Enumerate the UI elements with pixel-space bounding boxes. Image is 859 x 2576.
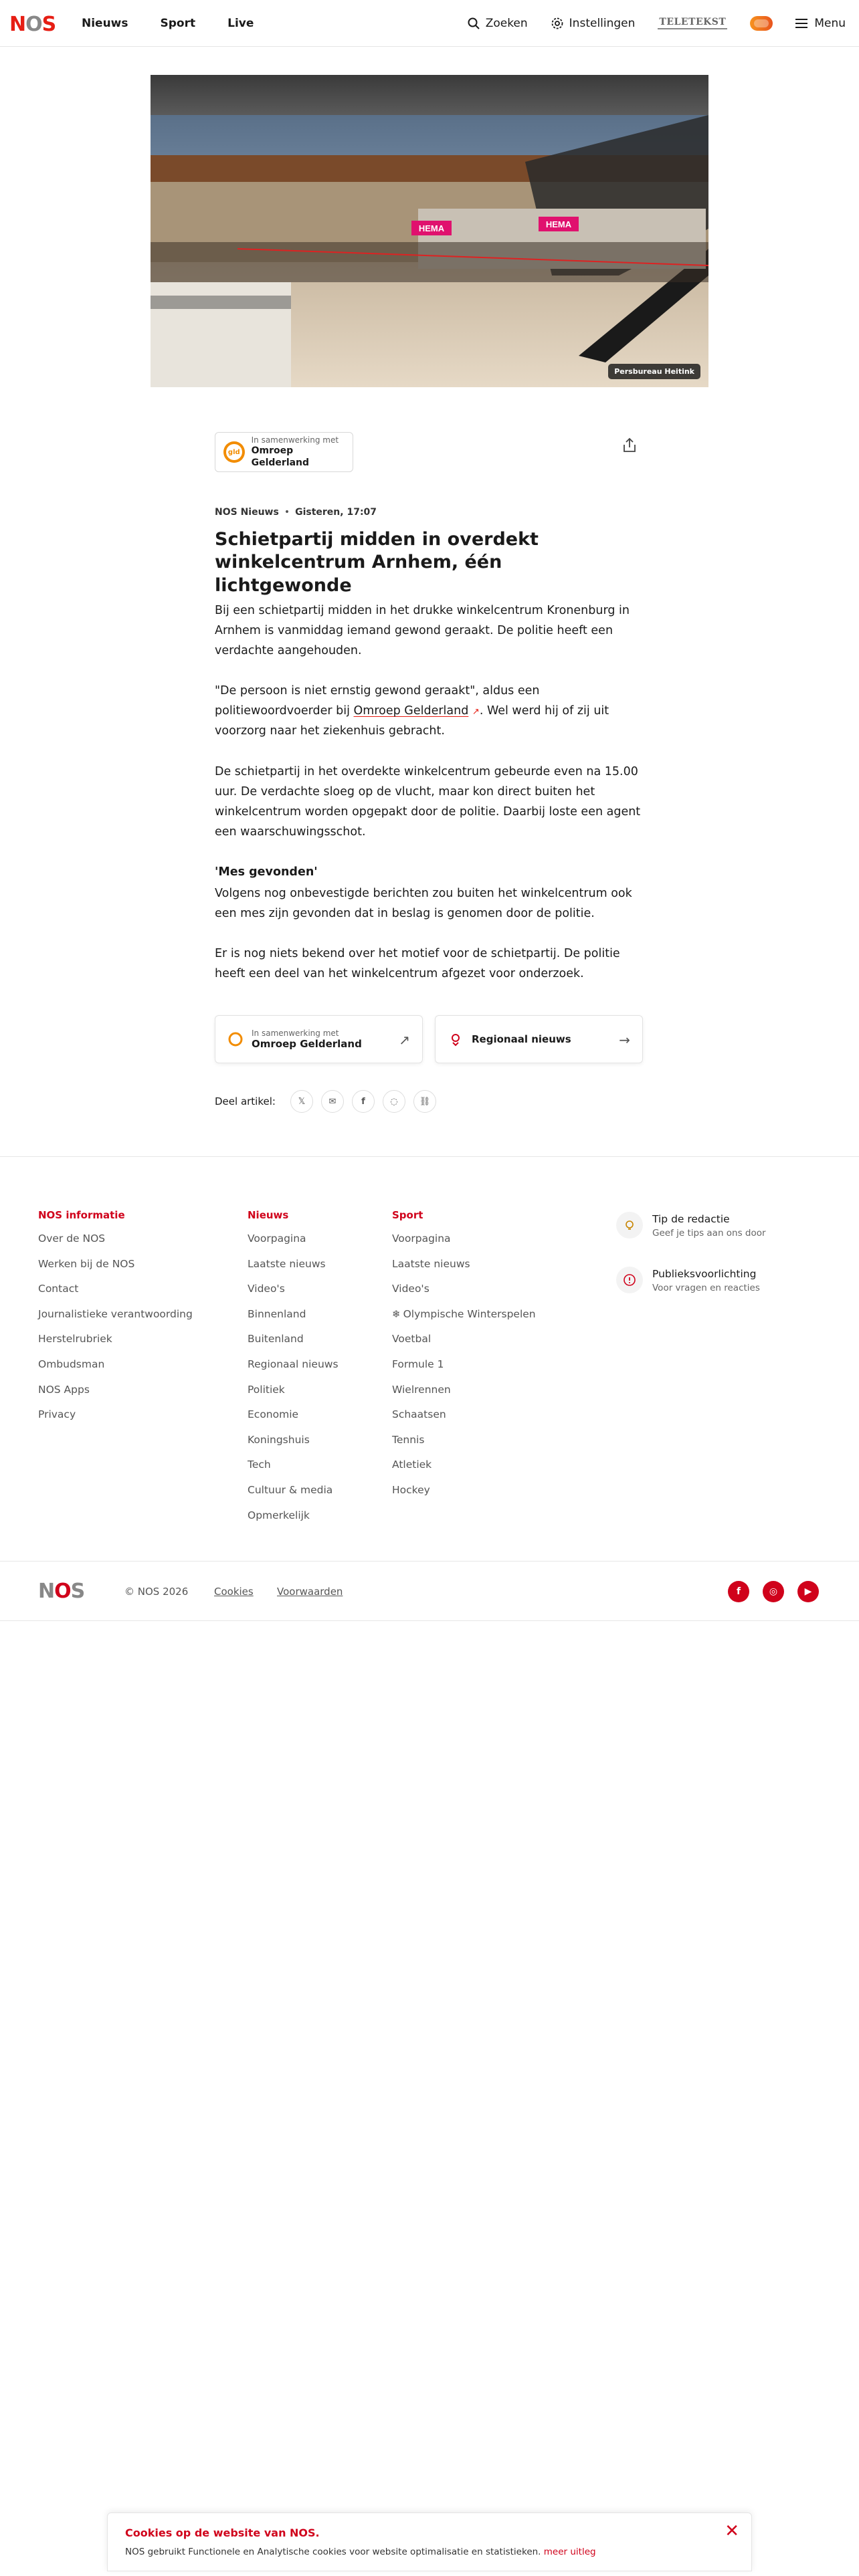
related-cards [215,1015,643,1063]
footer-link[interactable]: Voorpagina [392,1232,451,1245]
search-icon [467,17,480,30]
settings-label: Instellingen [569,17,636,30]
footer-col-sport [392,1209,536,1509]
footer-link[interactable]: Journalistieke verantwoording [38,1307,193,1320]
card-regionaal-nieuws[interactable] [435,1015,643,1063]
instagram-icon[interactable]: ◎ [763,1581,784,1602]
footer-link[interactable]: NOS Apps [38,1383,90,1396]
location-pin-icon [448,1031,464,1047]
tip-subtitle: Voor vragen en reacties [652,1283,760,1293]
snowflake-icon: ❄ [392,1307,401,1320]
footer-link[interactable]: Politiek [248,1383,285,1396]
card-omroep-gelderland[interactable] [215,1015,423,1063]
footer-link[interactable]: Tech [248,1459,271,1471]
card-small-label: In samenwerking met [252,1028,339,1038]
external-link-icon: ↗ [472,707,480,718]
email-share-icon[interactable]: ✉ [321,1090,344,1113]
cookies-link[interactable]: Cookies [214,1586,254,1598]
card-title-gelderland: Omroep Gelderland [252,1038,362,1051]
footer-link[interactable]: Buitenland [248,1333,304,1346]
paragraph-2-text-b: . Wel werd hij of zij uit voorzorg naar het ziekenhuis gebracht. [215,704,609,738]
search-button[interactable] [467,17,528,30]
footer-link[interactable]: Opmerkelijk [248,1509,310,1521]
footer-link[interactable]: Laatste nieuws [248,1257,326,1270]
paragraph-5: Er is nog niets bekend over het motief voor de schietpartij. De politie heeft een deel van het winkelcentrum afgezet voor onderzoek. [215,947,620,981]
hema-sign-2: HEMA [545,219,572,229]
nav-nieuws[interactable]: Nieuws [82,17,128,30]
link-share-icon[interactable]: ⛓ [413,1090,436,1113]
article-meta: NOS Nieuws • Gisteren, 17:07 [215,507,377,518]
footer-link-label: Olympische Winterspelen [403,1307,536,1320]
omroep-gelderland-logo: gld [223,441,245,463]
subheading: 'Mes gevonden' [215,865,318,879]
publieksvoorlichting[interactable] [616,1267,760,1293]
paragraph-4: Volgens nog onbevestigde berichten zou buiten het winkelcentrum ook een mes zijn gevonden dat in beslag is genomen door de politie. [215,887,632,921]
footer-link[interactable]: Werken bij de NOS [38,1257,135,1270]
partner-small-label: In samenwerking met [251,435,339,445]
footer-link[interactable]: Laatste nieuws [392,1257,470,1270]
footer-col-nieuws [248,1209,339,1534]
copyright: © NOS 2026 [124,1586,189,1598]
footer-link-olympics[interactable] [392,1308,536,1321]
hero-image [151,75,708,387]
youtube-icon[interactable]: ▶ [797,1581,819,1602]
footer-link[interactable]: Voetbal [392,1333,432,1346]
footer-link[interactable]: Binnenland [248,1307,306,1320]
paragraph-1: Bij een schietpartij midden in het drukke winkelcentrum Kronenburg in Arnhem is vanmiddag iemand gewond geraakt. De politie heeft een verdachte aangehouden. [215,604,630,658]
article-title: Schietpartij midden in overdekt winkelcentrum Arnhem, één lichtgewonde [215,529,539,596]
footer-link[interactable]: Over de NOS [38,1232,106,1245]
partner-badge[interactable] [215,432,353,472]
cookie-title: Cookies op de website van NOS. [125,2527,320,2539]
footer-link[interactable]: Formule 1 [392,1358,444,1370]
footer-link[interactable]: Privacy [38,1408,76,1421]
footer-link[interactable]: Regionaal nieuws [248,1358,339,1370]
cookie-text: NOS gebruikt Functionele en Analytische cookies voor website optimalisatie en statistieken. [125,2547,541,2557]
omroep-gelderland-link[interactable]: Omroep Gelderland [353,704,469,718]
footer-col-title: NOS informatie [38,1209,125,1221]
footer-link[interactable]: Wielrennen [392,1383,451,1396]
card-title-regionaal: Regionaal nieuws [472,1033,571,1045]
gear-icon [551,17,564,30]
whatsapp-share-icon[interactable]: ◌ [383,1090,405,1113]
voorwaarden-link[interactable]: Voorwaarden [277,1586,343,1598]
menu-label: Menu [814,17,846,30]
article-source: NOS Nieuws [215,507,279,518]
footer-link[interactable]: Economie [248,1408,299,1421]
photo-credit: Persbureau Heitink [608,364,700,379]
footer-link[interactable]: Contact [38,1283,79,1295]
header-actions [467,0,846,47]
footer-link[interactable]: Video's [392,1283,430,1295]
partner-name: Omroep Gelderland [251,445,310,469]
footer-col-title: Sport [392,1209,423,1221]
footer-col-title: Nieuws [248,1209,289,1221]
footer-link[interactable]: Atletiek [392,1459,432,1471]
tip-redactie[interactable] [616,1212,766,1239]
paragraph-3: De schietpartij in het overdekte winkelcentrum gebeurde even na 15.00 uur. De verdachte sloeg op de vlucht, maar kon direct buiten het winkelcentrum worden opgepakt door de politie. Daarbij loste een agent een waarschuwingsschot. [215,764,641,839]
paragraph-2 [215,681,643,741]
tip-title: Publieksvoorlichting [652,1268,757,1280]
settings-button[interactable] [551,17,636,30]
footer-col-nos-informatie [38,1209,193,1434]
info-icon [616,1267,643,1293]
footer-link[interactable]: Herstelrubriek [38,1333,112,1346]
lightbulb-icon [616,1212,643,1239]
nav-live[interactable]: Live [227,17,254,30]
arrow-up-right-icon: ↗ [399,1032,410,1048]
footer-link[interactable]: Ombudsman [38,1358,105,1370]
share-button[interactable] [616,432,643,459]
search-label: Zoeken [485,17,528,30]
tip-title: Tip de redactie [652,1213,730,1225]
menu-button[interactable] [795,17,846,30]
site-header [0,0,859,47]
article-body [215,601,643,1004]
main-nav [82,0,254,47]
footer-divider [0,1156,859,1157]
nos-logo[interactable]: NOS [9,13,56,36]
footer-bottom [0,1561,859,1621]
facebook-share-icon[interactable]: f [352,1090,375,1113]
cookie-more-link[interactable]: meer uitleg [543,2547,596,2557]
share-label: Deel artikel: [215,1095,276,1107]
footer-link[interactable]: Cultuur & media [248,1483,333,1496]
tip-subtitle: Geef je tips aan ons door [652,1228,766,1239]
x-share-icon[interactable]: 𝕏 [290,1090,313,1113]
nav-sport[interactable]: Sport [160,17,196,30]
footer-link[interactable]: Koningshuis [248,1433,310,1446]
share-icon [622,437,637,453]
footer-link[interactable]: Tennis [392,1433,425,1446]
footer-nos-logo[interactable]: NOS [38,1580,85,1603]
footer-link[interactable]: Schaatsen [392,1408,446,1421]
arrow-right-icon: → [619,1032,630,1048]
hema-sign-1: HEMA [418,223,445,233]
footer-link[interactable]: Voorpagina [248,1232,306,1245]
teletekst-link[interactable]: TELETEKST [658,17,727,29]
cookie-banner [107,2512,752,2571]
cookie-text-block [125,2547,596,2557]
facebook-icon[interactable]: f [728,1581,749,1602]
hamburger-icon [795,18,809,29]
footer-link[interactable]: Video's [248,1283,285,1295]
close-icon[interactable]: ✕ [725,2521,739,2541]
omroep-gelderland-icon [227,1031,244,1047]
footer-link[interactable]: Hockey [392,1483,430,1496]
npo-logo[interactable] [750,16,773,31]
article-time: Gisteren, 17:07 [295,507,377,518]
share-row [215,1090,436,1113]
paragraph-2-text-a: "De persoon is niet ernstig gewond geraakt", aldus een politiewoordvoerder bij [215,684,540,718]
